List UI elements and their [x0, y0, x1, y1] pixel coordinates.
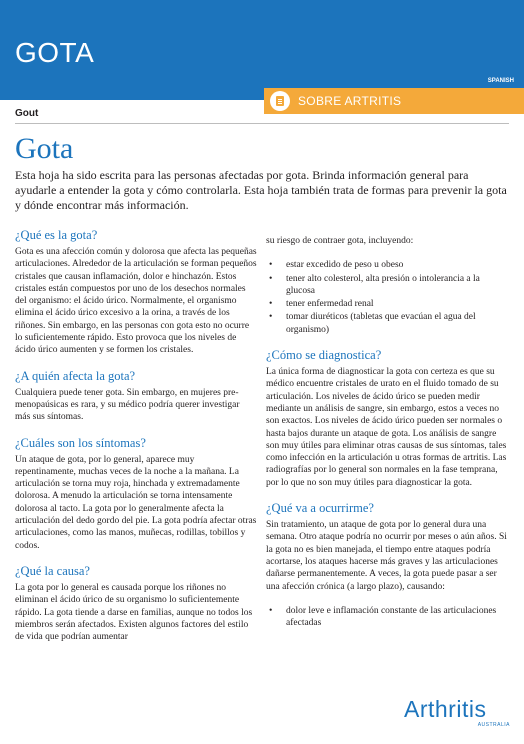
- left-column: [15, 228, 257, 655]
- section-heading-cause: ¿Qué la causa?: [15, 563, 90, 578]
- logo-text: Arthritis: [404, 696, 487, 722]
- info-icon: [270, 91, 290, 111]
- topic-label: SOBRE ARTRITIS: [298, 94, 402, 108]
- topic-bar: [264, 88, 524, 114]
- section-body-outlook: Sin tratamiento, un ataque de gota por lo general dura una semana. Otro ataque podría no ocurrir por meses o aún años. Si la gota no es bien manejada, el tiempo entre ataques podría acortarse, los ataques hacerse más graves y las articulaciones dañarse permanentemente. A veces, la gota puede pasar a ser una afección crónica (a largo plazo), causando:: [266, 520, 507, 592]
- section-body-who: Cualquiera puede tener gota. Sin embargo, en mujeres pre-menopaúsicas es rara, y su médico podría querer investigar más sus síntomas.: [15, 387, 240, 423]
- intro-paragraph: Esta hoja ha sido escrita para las personas afectadas por gota. Brinda información general para ayudarle a entender la gota y cómo controlarla. Esta hoja también trata de formas para prevenir la gota y dónde encontrar más información.: [15, 168, 507, 212]
- section-heading-symptoms: ¿Cuáles son los síntomas?: [15, 435, 146, 450]
- arthritis-australia-logo: [404, 696, 514, 730]
- list-item: • estar excedido de peso u obeso: [266, 259, 510, 271]
- header-banner: [0, 0, 524, 100]
- section-body-cause-continued: su riesgo de contraer gota, incluyendo:: [266, 236, 414, 246]
- list-item: • tener enfermedad renal: [266, 298, 510, 310]
- logo-subtext: AUSTRALIA: [477, 722, 510, 728]
- list-item: • tomar diuréticos (tabletas que evacúan el agua del organismo): [266, 311, 510, 336]
- section-body-cause: La gota por lo general es causada porque los riñones no eliminan el ácido úrico de su organismo lo suficientemente rápido. La gota tiende a darse en familias, aunque no todos los miembros serán afectados. Existen algunos factores del estilo de vida que podrían aumentar: [15, 582, 253, 643]
- section-heading-who: ¿A quién afecta la gota?: [15, 368, 136, 383]
- section-heading-outlook: ¿Qué va a ocurrirme?: [266, 501, 374, 516]
- english-subtitle: Gout: [15, 108, 39, 119]
- divider: [15, 123, 509, 124]
- section-heading-what-is: ¿Qué es la gota?: [15, 228, 98, 242]
- page-title: Gota: [15, 132, 74, 165]
- risk-factor-list: [266, 259, 510, 336]
- list-item: • tener alto colesterol, alta presión o intolerancia a la glucosa: [266, 273, 510, 298]
- section-body-what-is: Gota es una afección común y dolorosa que afecta las pequeñas articulaciones. Alrededor de la articulación se forman pequeños cristales que causan inflamación, dolor e hinchazón. Estos cristales están compuestos por uno de los desechos normales del organismo: el ácido úrico. Normalmente, el organismo elimina el ácido úrico excesivo a la orina, a través de los riñones. Sin embargo, en las personas con gota esto no ocurre lo suficientemente rápido. Esto provoca que los niveles de ácido úrico aumenten y se formen los cristales.: [15, 247, 257, 356]
- right-column: [266, 235, 510, 641]
- section-body-symptoms: Un ataque de gota, por lo general, aparece muy repentinamente, muchas veces de la noche a la mañana. La articulación se torna muy roja, hinchada y extremadamente dolorosa. A menudo la articulación se torna intensamente dolorosa al tacto. La gota por lo generalmente afecta la articulación del dedo gordo del pie. La gota podría afectar otras articulaciones, como las manos, muñecas, rodillas, tobillos y codos.: [15, 454, 257, 551]
- language-label: SPANISH: [487, 78, 514, 84]
- section-heading-diagnosis: ¿Cómo se diagnostica?: [266, 348, 382, 363]
- list-item: • dolor leve e inflamación constante de las articulaciones afectadas: [266, 605, 510, 630]
- outlook-list: [266, 605, 510, 630]
- banner-title: GOTA: [15, 37, 95, 68]
- section-body-diagnosis: La única forma de diagnosticar la gota con certeza es que su médico encuentre cristales de urato en el fluido tomado de su articulación. Los niveles de ácido úrico se pueden medir mediante un análisis de sangre, sin embargo, estos a veces no son exactos. Los niveles de ácido úrico pueden ser normales o hasta bajos durante un ataque de gota. Los análisis de sangre son muy útiles para eliminar otras causas de sus síntomas, tales como infección en la articulación u otras formas de artritis. Las radiografías por lo general son normales en la fase temprana, por lo que no son muy útiles para diagnosticar la gota.: [266, 367, 507, 488]
